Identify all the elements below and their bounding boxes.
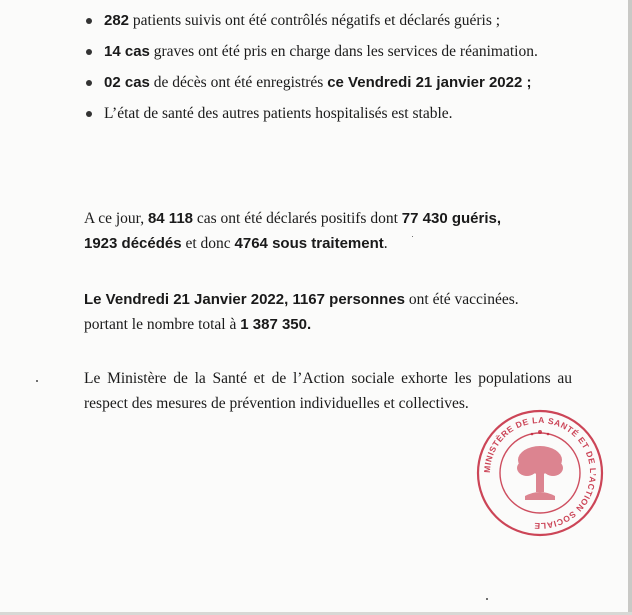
scan-speck bbox=[412, 236, 413, 237]
list-item: 02 cas de décès ont été enregistrés ce Vendredi 21 janvier 2022 ; bbox=[84, 70, 572, 95]
exhortation-paragraph: Le Ministère de la Santé et de l’Action sociale exhorte les populations au respect des mesures de prévention individuelles et collectives. bbox=[84, 370, 572, 412]
bullet-icon bbox=[86, 111, 92, 117]
list-item: 282 patients suivis ont été contrôlés négatifs et déclarés guéris ; bbox=[84, 8, 572, 33]
list-item: L’état de santé des autres patients hospitalisés est stable. bbox=[84, 101, 572, 126]
bullet-icon bbox=[86, 80, 92, 86]
page-edge bbox=[628, 0, 632, 615]
scan-speck bbox=[486, 598, 488, 600]
list-item: 14 cas graves ont été pris en charge dans les services de réanimation. bbox=[84, 39, 572, 64]
cases-summary-paragraph: A ce jour, 84 118 cas ont été déclarés positifs dont 77 430 guéris, 1923 décédés et donc 4764 sous traitement. bbox=[84, 210, 502, 252]
vaccination-paragraph: Le Vendredi 21 Janvier 2022, 1167 personnes ont été vaccinées. portant le nombre total à 1 387 350. bbox=[84, 291, 519, 333]
bullet-icon bbox=[86, 49, 92, 55]
bullet-icon bbox=[86, 18, 92, 24]
scan-speck bbox=[36, 380, 38, 382]
svg-text:MINISTÈRE DE LA SANTÉ ET DE L’: MINISTÈRE DE LA SANTÉ ET DE L’ACTION SOCIALE bbox=[481, 414, 599, 532]
official-stamp-icon bbox=[475, 408, 605, 538]
bullet-list bbox=[84, 8, 572, 132]
